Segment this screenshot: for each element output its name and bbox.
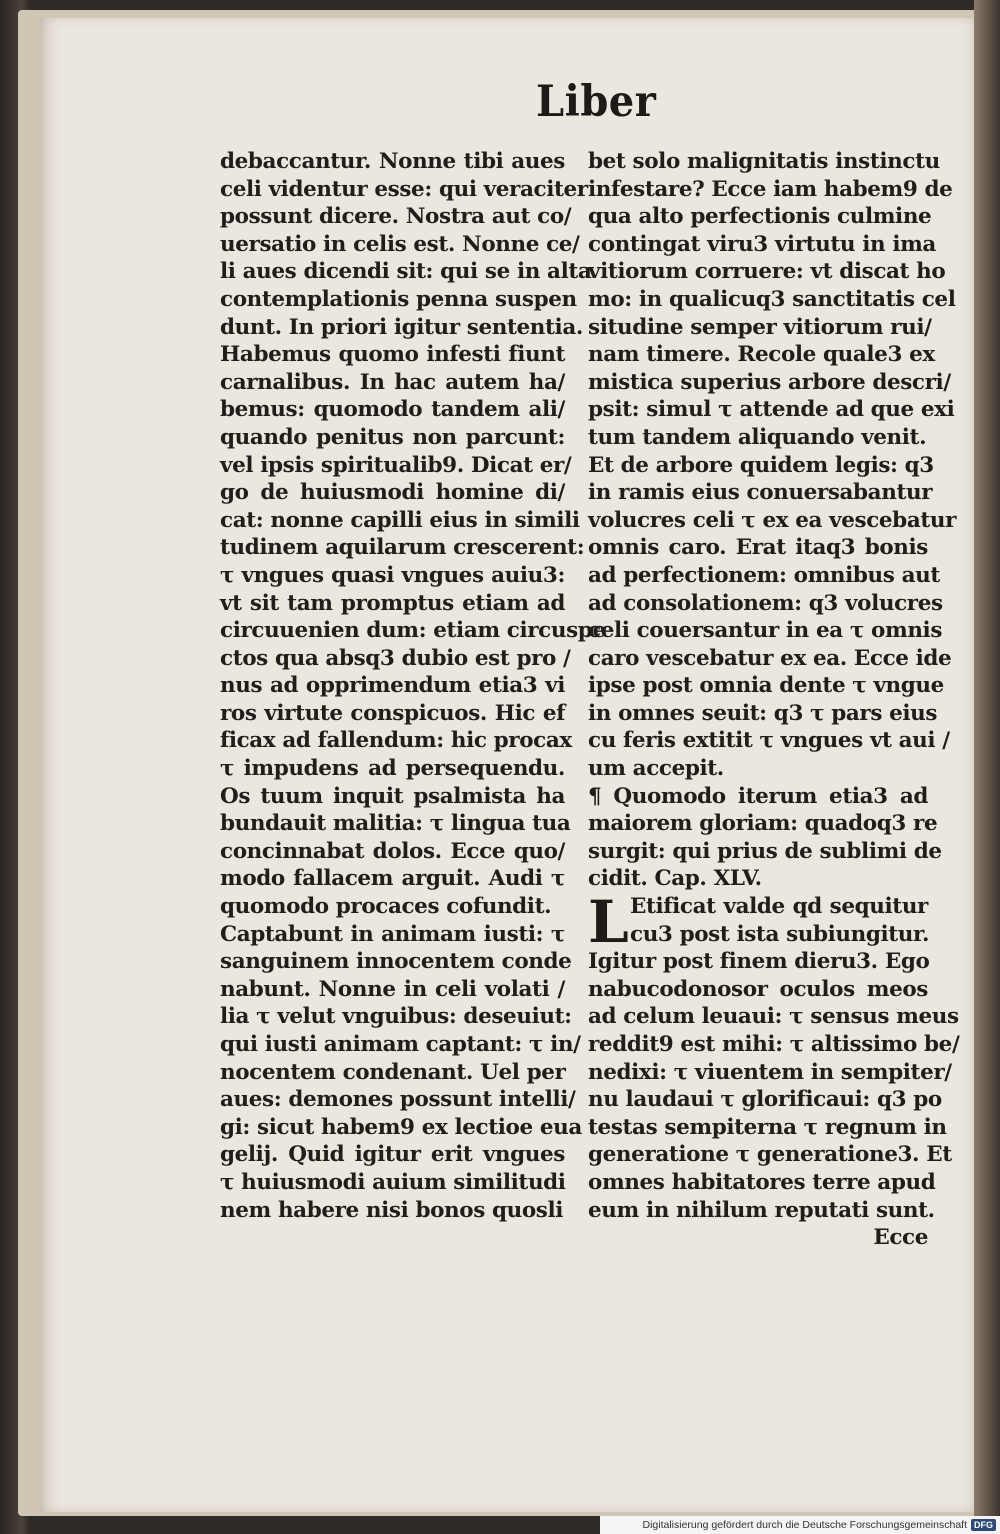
text-line: quomodo procaces cofundit. — [220, 894, 552, 920]
text-line: reddit9 est mihi: τ altissimo be/ — [588, 1032, 960, 1057]
text-line: ad celum leuaui: τ sensus meus — [588, 1004, 959, 1030]
text-line: quando penitus non parcunt: — [220, 424, 565, 450]
text-line: ad perfectionem: omnibus aut — [588, 562, 940, 588]
text-line: ipse post omnia dente τ vngue — [588, 673, 944, 699]
text-line: in omnes seuit: q3 τ pars eius — [588, 700, 938, 726]
text-line: uersatio in celis est. Nonne ce/ — [220, 231, 580, 257]
text-line: psit: simul τ attende ad que exi — [588, 397, 955, 423]
text-line: vitiorum corruere: vt discat ho — [588, 259, 946, 285]
text-line: cu feris extitit τ vngues vt aui / — [588, 728, 950, 754]
text-line: generatione τ generatione3. Et — [588, 1142, 952, 1168]
text-line: cat: nonne capilli eius in simili — [220, 507, 580, 533]
text-line: caro vescebatur ex ea. Ecce ide — [588, 645, 952, 671]
text-line: debaccantur. Nonne tibi aues — [220, 149, 565, 174]
text-line: nem habere nisi bonos quosli — [220, 1197, 564, 1223]
text-line: Et de arbore quidem legis: q3 — [588, 452, 934, 478]
text-line: celi videntur esse: qui veraciter — [220, 176, 588, 202]
text-line: nu laudaui τ glorificaui: q3 po — [588, 1087, 942, 1113]
text-line: nabunt. Nonne in celi volati / — [220, 976, 565, 1002]
text-line: vel ipsis spiritualib9. Dicat er/ — [220, 452, 572, 478]
text-line: contingat viru3 virtutu in ima — [588, 231, 936, 257]
text-line: gi: sicut habem9 ex lectioe eua — [220, 1114, 582, 1140]
text-line: bet solo malignitatis instinctu — [588, 149, 940, 174]
footer-text: Digitalisierung gefördert durch die Deutsche Forschungsgemeinschaft — [642, 1519, 967, 1531]
text-line: lia τ velut vnguibus: deseuiut: — [220, 1004, 572, 1030]
text-line: um accepit. — [588, 756, 724, 782]
text-line: aues: demones possunt intelli/ — [220, 1087, 576, 1113]
text-line: situdine semper vitiorum rui/ — [588, 314, 932, 340]
text-column-left — [220, 148, 606, 1224]
text-line: dunt. In priori igitur sententia. — [220, 314, 583, 340]
text-line: qui iusti animam captant: τ in/ — [220, 1032, 581, 1057]
text-line: nam timere. Recole quale3 ex — [588, 342, 935, 368]
text-line: gelij. Quid igitur erit vngues — [220, 1142, 565, 1168]
text-line: surgit: qui prius de sublimi de — [588, 838, 942, 864]
text-line: concinnabat dolos. Ecce quo/ — [220, 838, 565, 864]
text-line: Ecce — [873, 1225, 928, 1251]
text-line: circuuenien dum: etiam circuspe — [220, 618, 606, 644]
text-line: eum in nihilum reputati sunt. — [588, 1197, 935, 1223]
text-line: testas sempiterna τ regnum in — [588, 1114, 947, 1140]
text-line: sanguinem innocentem conde — [220, 949, 572, 975]
running-head: Liber — [536, 76, 657, 127]
text-line: omnes habitatores terre apud — [588, 1169, 936, 1195]
initial-line-text: Etificat valde qd sequitur — [630, 894, 928, 920]
text-line: qua alto perfectionis culmine — [588, 204, 932, 230]
text-line: possunt dicere. Nostra aut co/ — [220, 204, 572, 230]
text-line: in ramis eius conuersabantur — [588, 480, 933, 506]
text-line: li aues dicendi sit: qui se in alta — [220, 259, 592, 285]
text-line: mo: in qualicuq3 sanctitatis cel — [588, 286, 956, 312]
text-line: modo fallacem arguit. Audi τ — [220, 866, 565, 892]
text-column-right — [588, 148, 960, 1252]
text-line: celi couersantur in ea τ omnis — [588, 618, 943, 644]
text-line: contemplationis penna suspen — [220, 286, 577, 312]
initial-capital: L — [588, 888, 629, 957]
text-line: ficax ad fallendum: hic procax — [220, 728, 572, 754]
text-line: ros virtute conspicuos. Hic ef — [220, 700, 565, 726]
text-line: bemus: quomodo tandem ali/ — [220, 397, 565, 423]
text-line: nus ad opprimendum etia3 vi — [220, 673, 565, 699]
dfg-logo: DFG — [971, 1519, 996, 1531]
text-line: go de huiusmodi homine di/ — [220, 480, 565, 506]
text-line: Captabunt in animam iusti: τ — [220, 921, 565, 947]
text-line: Os tuum inquit psalmista ha — [220, 783, 565, 809]
text-line: mistica superius arbore descri/ — [588, 369, 951, 395]
text-line: Igitur post finem dieru3. Ego — [588, 949, 930, 975]
text-line: bundauit malitia: τ lingua tua — [220, 811, 571, 837]
text-line: ad consolationem: q3 volucres — [588, 590, 943, 616]
text-line: tudinem aquilarum crescerent: — [220, 535, 585, 561]
text-line: nabucodonosor oculos meos — [588, 976, 928, 1002]
text-line: τ impudens ad persequendu. — [220, 756, 565, 782]
text-line: τ vngues quasi vngues auiu3: — [220, 562, 565, 588]
text-line: cidit. Cap. XLV. — [588, 866, 762, 892]
digitization-footer — [600, 1516, 1000, 1534]
text-line: carnalibus. In hac autem ha/ — [220, 369, 565, 395]
text-line: nocentem condenant. Uel per — [220, 1059, 566, 1085]
text-line: tum tandem aliquando venit. — [588, 424, 927, 450]
text-line: cu3 post ista subiungitur. — [630, 921, 930, 947]
text-line: τ huiusmodi auium similitudi — [220, 1169, 566, 1195]
text-line: omnis caro. Erat itaq3 bonis — [588, 535, 928, 561]
text-line: nedixi: τ viuentem in sempiter/ — [588, 1059, 952, 1085]
text-line: volucres celi τ ex ea vescebatur — [588, 507, 957, 533]
text-line: maiorem gloriam: quadoq3 re — [588, 811, 938, 837]
text-line: ctos qua absq3 dubio est pro / — [220, 645, 571, 671]
text-line: infestare? Ecce iam habem9 de — [588, 176, 953, 202]
binding-shadow — [974, 0, 1000, 1520]
text-line: ¶ Quomodo iterum etia3 ad — [588, 783, 928, 809]
text-line: vt sit tam promptus etiam ad — [220, 590, 565, 616]
text-line: Habemus quomo infesti fiunt — [220, 342, 565, 368]
